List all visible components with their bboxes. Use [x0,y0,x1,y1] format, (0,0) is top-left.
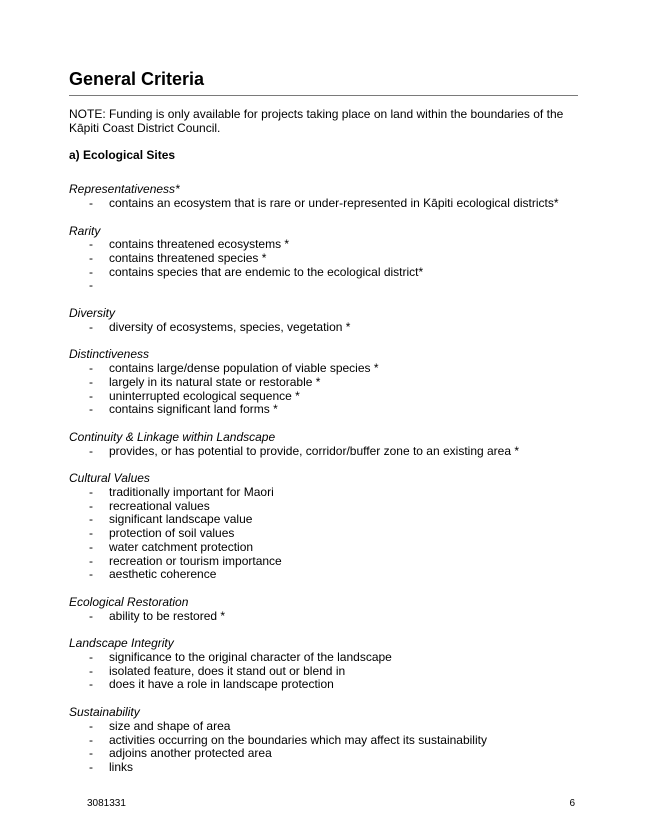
criterion-heading: Rarity [69,223,101,238]
list-item-text: contains threatened species * [109,250,267,265]
criterion-block [69,596,579,623]
bullet-dash: - [89,264,93,279]
funding-note: NOTE: Funding is only available for projects taking place on land within the boundaries of the Kāpiti Coast District Council. [69,107,564,135]
list-item [69,568,579,582]
list-item [69,403,579,417]
list-item-text: provides, or has potential to provide, corridor/buffer zone to an existing area * [109,443,520,458]
list-item [69,678,579,692]
list-item [69,279,579,293]
list-item-text: uninterrupted ecological sequence * [109,388,300,403]
bullet-dash: - [89,319,93,334]
criterion-heading: Sustainability [69,705,140,720]
bullet-dash: - [89,402,93,417]
document-number: 3081331 [87,798,126,809]
criterion-items [69,362,579,417]
list-item-text: does it have a role in landscape protection [109,677,334,692]
list-item-text: adjoins another protected area [109,746,272,761]
list-item-text: recreational values [109,498,210,513]
list-item [69,362,579,376]
list-item [69,266,579,280]
list-item [69,376,579,390]
title-divider [69,95,578,96]
list-item-text: significant landscape value [109,512,253,527]
criterion-block [69,472,579,582]
criterion-heading: Continuity & Linkage within Landscape [69,429,276,444]
bullet-dash: - [89,650,93,665]
list-item-text: links [109,760,134,774]
list-item [69,252,579,266]
list-item [69,610,579,624]
criterion-items [69,651,579,692]
list-item [69,486,579,500]
bullet-dash: - [89,374,93,389]
bullet-dash: - [89,567,93,582]
bullet-dash: - [89,553,93,568]
list-item-text: water catchment protection [109,539,254,554]
list-item-text: ability to be restored * [109,608,226,623]
bullet-dash: - [89,388,93,403]
list-item-text: activities occurring on the boundaries which may affect its sustainability [109,732,487,747]
criterion-items [69,321,579,335]
list-item-text: largely in its natural state or restorable * [109,374,321,389]
bullet-dash: - [89,732,93,747]
bullet-dash: - [89,760,93,774]
bullet-dash: - [89,663,93,678]
criterion-items [69,486,579,582]
list-item-text: isolated feature, does it stand out or blend in [109,663,346,678]
bullet-dash: - [89,498,93,513]
list-item-text: significance to the original character of the landscape [109,650,392,665]
criterion-block [69,431,579,458]
criterion-heading: Diversity [69,306,116,321]
criterion-block [69,225,579,294]
list-item-text: contains threatened ecosystems * [109,237,290,252]
list-item [69,761,579,775]
criteria-list [69,183,579,775]
list-item-text: size and shape of area [109,718,231,733]
criterion-block [69,637,579,692]
list-item [69,541,579,555]
bullet-dash: - [89,526,93,541]
criterion-heading: Landscape Integrity [69,636,174,651]
section-title: a) Ecological Sites [69,148,176,163]
list-item-text: recreation or tourism importance [109,553,282,568]
list-item [69,321,579,335]
list-item [69,555,579,569]
bullet-dash: - [89,361,93,376]
page-number: 6 [569,798,575,809]
criterion-items [69,238,579,293]
list-item [69,390,579,404]
bullet-dash: - [89,512,93,527]
criterion-items [69,445,579,459]
criterion-heading: Cultural Values [69,471,150,486]
list-item-text: contains significant land forms * [109,402,278,417]
list-item [69,513,579,527]
list-item [69,720,579,734]
list-item-text: contains species that are endemic to the ecological district* [109,264,424,279]
criterion-block [69,307,579,334]
bullet-dash: - [89,278,93,293]
bullet-dash: - [89,677,93,692]
bullet-dash: - [89,250,93,265]
list-item-text: contains large/dense population of viable species * [109,361,379,376]
criterion-items [69,610,579,624]
criterion-block [69,183,579,210]
criterion-block [69,348,579,417]
list-item [69,734,579,748]
bullet-dash: - [89,485,93,500]
page-title: General Criteria [69,69,205,89]
list-item-text: protection of soil values [109,526,235,541]
bullet-dash: - [89,746,93,761]
list-item [69,238,579,252]
list-item-text: contains an ecosystem that is rare or under-represented in Kāpiti ecological districts* [109,195,559,210]
list-item [69,197,579,211]
list-item-text: diversity of ecosystems, species, vegetation * [109,319,351,334]
list-item [69,445,579,459]
criterion-items [69,720,579,775]
criterion-heading: Ecological Restoration [69,594,189,609]
list-item [69,747,579,761]
list-item-text: aesthetic coherence [109,567,217,582]
bullet-dash: - [89,237,93,252]
list-item [69,651,579,665]
bullet-dash: - [89,539,93,554]
criterion-block [69,706,579,775]
list-item [69,527,579,541]
bullet-dash: - [89,195,93,210]
criterion-heading: Representativeness* [69,182,180,197]
list-item-text: traditionally important for Maori [109,485,274,500]
bullet-dash: - [89,443,93,458]
bullet-dash: - [89,608,93,623]
document-body [69,108,579,775]
list-item [69,665,579,679]
criterion-heading: Distinctiveness [69,347,150,362]
criterion-items [69,197,579,211]
list-item [69,500,579,514]
bullet-dash: - [89,718,93,733]
